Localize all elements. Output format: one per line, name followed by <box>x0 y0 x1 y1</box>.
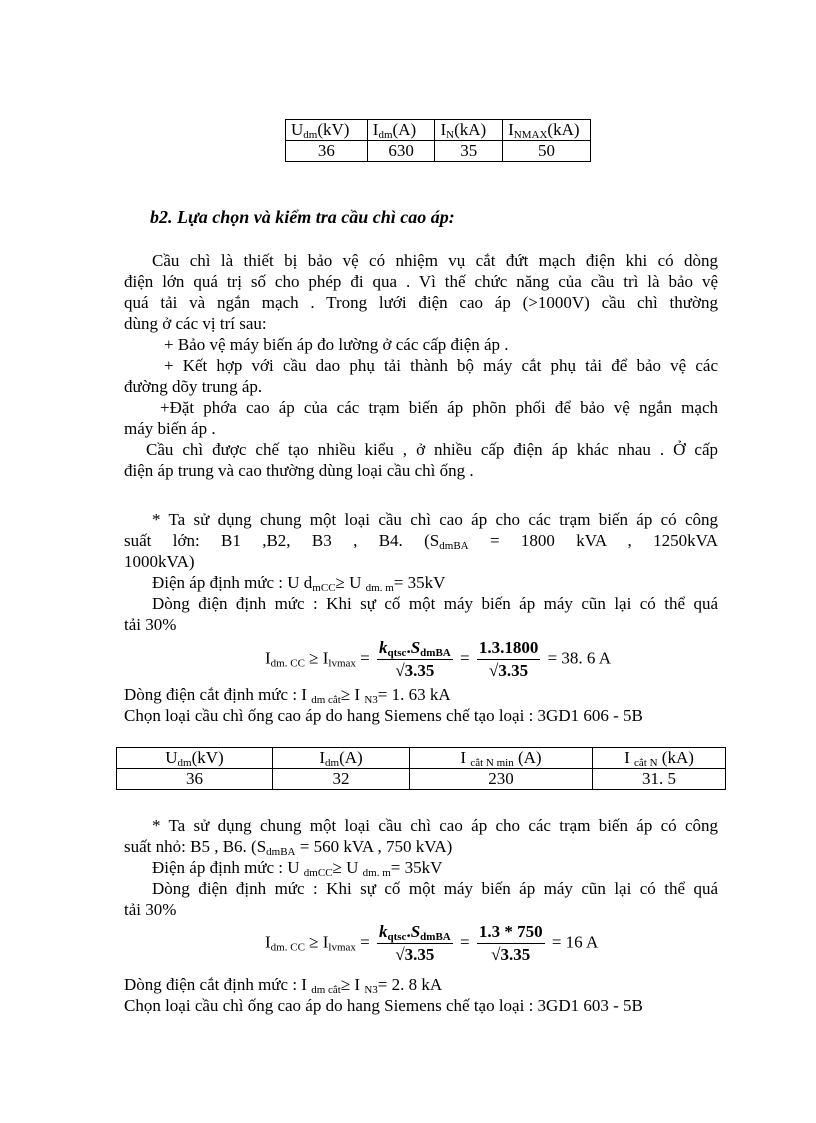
text-line: 1000kVA) <box>124 552 195 571</box>
table-cell: 32 <box>273 769 410 790</box>
part1-paragraph <box>124 509 718 635</box>
header-cell: I $_{cắt N min}$ (A) <box>410 748 593 769</box>
part2-results <box>124 974 643 1016</box>
text-line: Cầu chì được chế tạo nhiều kiểu , ở nhiều cấp điện áp khác nhau . Ở cấp <box>146 440 718 459</box>
header-cell: $U_{dm}(kV)$ <box>117 748 273 769</box>
table-header-row <box>286 120 591 141</box>
table-cell: 31. 5 <box>593 769 726 790</box>
text-line: * Ta sử dụng chung một loại cầu chì cao áp cho các trạm biến áp có công <box>152 510 718 529</box>
fraction: $\frac{k_{qtsc}.S_{dmBA}}{√3.35}$ <box>379 638 451 680</box>
table-cell: 36 <box>117 769 273 790</box>
intro-paragraph <box>124 250 718 481</box>
table-row <box>286 141 591 162</box>
text-line: quá tải và ngắn mạch . Trong lưới điện cao áp (>1000V) cầu chì thường <box>124 293 718 312</box>
fraction: $\frac{k_{qtsc}.S_{dmBA}}{√3.35}$ <box>379 922 451 964</box>
list-item: +Đặt phớa cao áp của các trạm biến áp phõn phối để bảo vệ ngắn mạch <box>160 398 718 417</box>
header-cell: $U_{dm}(kV)$ <box>286 120 368 141</box>
rating-table-1 <box>285 119 591 162</box>
text-line: Điện áp định mức : U $_{dmCC}$≥ U $_{dm. m}$= 35kV <box>152 858 443 879</box>
table-header-row <box>117 748 726 769</box>
table-cell: 230 <box>410 769 593 790</box>
text-line: đường dõy trung áp. <box>124 377 263 396</box>
table-cell: 50 <box>503 141 591 162</box>
header-cell: $I_{NMAX}(kA)$ <box>503 120 591 141</box>
text-line: điện áp trung và cao thường dùng loại cầu chì ống . <box>124 461 474 480</box>
part1-results <box>124 684 643 726</box>
list-item: + Kết hợp với cầu dao phụ tải thành bộ máy cắt phụ tải để bảo vệ các <box>164 356 718 375</box>
text-line: suất lớn: B1 ,B2, B3 , B4. ($S_{dmBA} = 1800$ kVA , 1250kVA <box>124 531 718 552</box>
text-line: tải 30% <box>124 900 177 919</box>
text-line: Dòng điện định mức : Khi sự cố một máy biến áp máy cũn lại có thể quá <box>152 594 718 613</box>
text-line: Chọn loại cầu chì ống cao áp do hang Siemens chế tạo loại : 3GD1 603 - 5B <box>124 996 643 1015</box>
rating-table-2 <box>116 747 726 790</box>
header-cell: I $_{cắt N}$ (kA) <box>593 748 726 769</box>
text-line: tải 30% <box>124 615 177 634</box>
header-cell: $I_{dm}(A)$ <box>273 748 410 769</box>
text-line: dùng ở các vị trí sau: <box>124 314 267 333</box>
text-line: * Ta sử dụng chung một loại cầu chì cao áp cho các trạm biến áp có công <box>152 816 718 835</box>
text-line: Điện áp định mức : U $d_{mCC}\ge U$ $_{dm. m}$= 35kV <box>152 573 446 594</box>
text-line: Dòng điện cắt định mức : I $_{dm cắt}$≥ I $_{N3}$= 2. 8 kA <box>124 975 443 996</box>
text-line: Dòng điện cắt định mức : I $_{dm cắt}$≥ I $_{N3}$= 1. 63 kA <box>124 685 451 706</box>
text-line: Cầu chì là thiết bị bảo vệ có nhiệm vụ cắt đứt mạch điện khi có dòng <box>152 251 718 270</box>
fraction: $\frac{1.3 * 750}{√3.35}$ <box>478 922 543 964</box>
part2-paragraph <box>124 815 718 920</box>
fraction: $\frac{1.3.1800}{√3.35}$ <box>478 638 539 680</box>
text-line: Chọn loại cầu chì ống cao áp do hang Siemens chế tạo loại : 3GD1 606 - 5B <box>124 706 643 725</box>
table-cell: 630 <box>367 141 435 162</box>
table-cell: 36 <box>286 141 368 162</box>
header-cell: $I_N(kA)$ <box>435 120 503 141</box>
table-row <box>117 769 726 790</box>
list-item: + Bảo vệ máy biến áp đo lường ở các cấp điện áp . <box>164 335 509 354</box>
text-line: điện lớn quá trị số cho phép đi qua . Vì thế chức năng của cầu trì là bảo vệ <box>124 272 718 291</box>
formula-1: $I_{dm. CC} \ge I_{lvmax}$ = $\frac{k_{qtsc}.S_{dmBA}}{√3.35}$ = $\frac{1.3.1800}{√3.35}$ = 38. 6 A <box>265 638 612 680</box>
section-heading: b2. Lựa chọn và kiểm tra cầu chì cao áp: <box>150 207 455 227</box>
formula-2: $I_{dm. CC} \ge I_{lvmax}$ = $\frac{k_{qtsc}.S_{dmBA}}{√3.35}$ = $\frac{1.3 * 750}{√3.35}$ = 16 A <box>265 922 599 964</box>
table-cell: 35 <box>435 141 503 162</box>
text-line: máy biến áp . <box>124 419 216 438</box>
text-line: suất nhỏ: B5 , B6. ($S_{dmBA} = 560$ kVA , 750 kVA) <box>124 837 453 858</box>
header-cell: $I_{dm}(A)$ <box>367 120 435 141</box>
text-line: Dòng điện định mức : Khi sự cố một máy biến áp máy cũn lại có thể quá <box>152 879 718 898</box>
